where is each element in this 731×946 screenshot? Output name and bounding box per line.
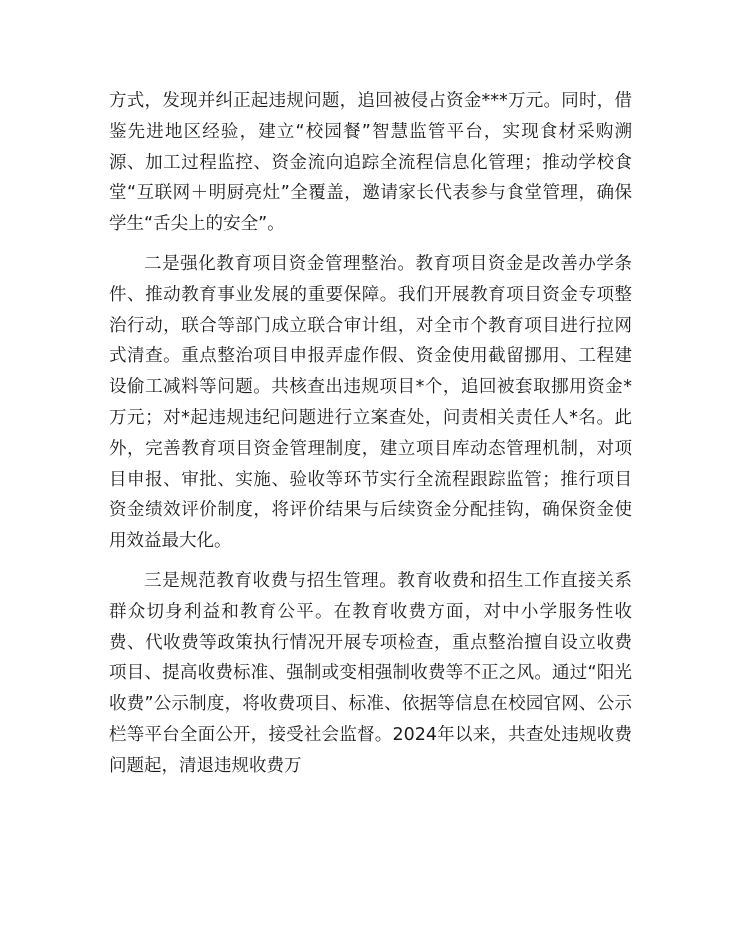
document-page xyxy=(109,86,632,791)
paragraph-3: 三是规范教育收费与招生管理。教育收费和招生工作直接关系群众切身利益和教育公平。在教育收费方面，对中小学服务性收费、代收费等政策执行情况开展专项检查，重点整治擅自设立收费项目、提高收费标准、强制或变相强制收费等不正之风。通过“阳光收费”公示制度，将收费项目、标准、依据等信息在校园官网、公示栏等平台全面公开，接受社会监督。2024年以来，共查处违规收费问题起，清退违规收费万 xyxy=(109,570,632,776)
paragraph-1: 方式，发现并纠正起违规问题，追回被侵占资金***万元。同时，借鉴先进地区经验，建立“校园餐”智慧监管平台，实现食材采购溯源、加工过程监控、资金流向追踪全流程信息化管理；推动学校食堂“互联网＋明厨亮灶”全覆盖，邀请家长代表参与食堂管理，确保学生“舌尖上的安全”。 xyxy=(109,91,632,235)
paragraph-2: 二是强化教育项目资金管理整治。教育项目资金是改善办学条件、推动教育事业发展的重要保障。我们开展教育项目资金专项整治行动，联合等部门成立联合审计组，对全市个教育项目进行拉网式清查。重点整治项目申报弄虚作假、资金使用截留挪用、工程建设偷工减料等问题。共核查出违规项目*个，追回被套取挪用资金*万元；对*起违规违纪问题进行立案查处，问责相关责任人*名。此外，完善教育项目资金管理制度，建立项目库动态管理机制，对项目申报、审批、实施、验收等环节实行全流程跟踪监管；推行项目资金绩效评价制度，将评价结果与后续资金分配挂钩，确保资金使用效益最大化。 xyxy=(109,253,632,552)
